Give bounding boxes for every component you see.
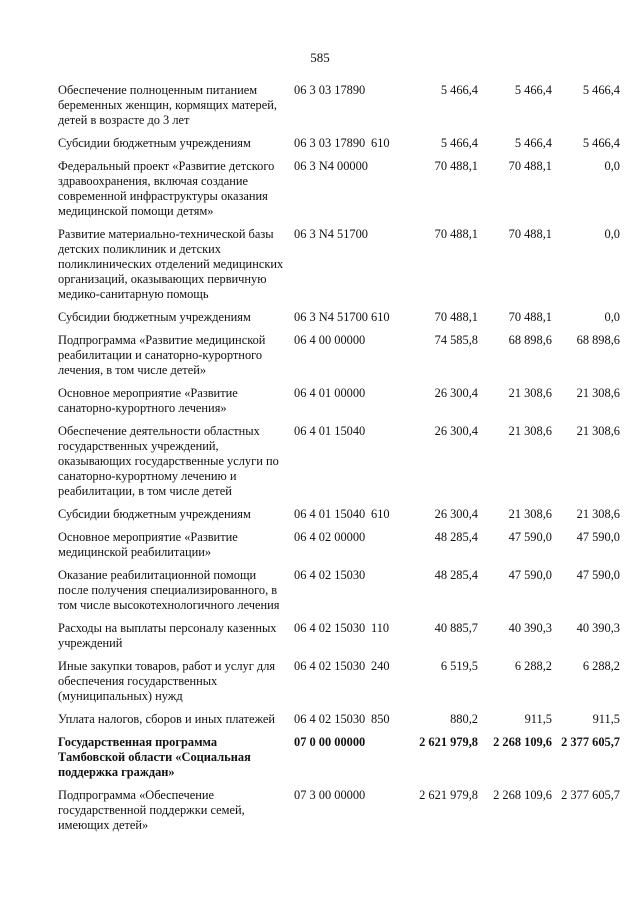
row-value-2: 70 488,1 — [508, 310, 552, 324]
row-value-3: 2 377 605,7 — [561, 735, 620, 749]
row-value-2: 68 898,6 — [508, 333, 552, 347]
row-value-3: 21 308,6 — [576, 507, 620, 521]
row-csr-code: 07 3 00 00000 — [294, 788, 366, 802]
row-csr-code: 06 3 N4 51700 — [294, 227, 368, 241]
table-row — [58, 136, 620, 151]
row-csr-code: 06 4 01 00000 — [294, 386, 366, 400]
row-name: Развитие материально-технической базы детских поликлиник и детских поликлинических отделений медицинских организаций, оказывающих первичную медико-санитарную помощь — [58, 227, 284, 301]
table-row — [58, 386, 620, 416]
table-row — [58, 735, 620, 780]
row-name: Федеральный проект «Развитие детского здравоохранения, включая создание современной инфраструктуры оказания медицинской помощи детям» — [58, 159, 275, 218]
row-name: Иные закупки товаров, работ и услуг для обеспечения государственных (муниципальных) нужд — [58, 659, 276, 703]
row-value-1: 2 621 979,8 — [419, 788, 478, 802]
row-csr-code: 06 4 02 00000 — [294, 530, 366, 544]
row-name: Уплата налогов, сборов и иных платежей — [58, 712, 276, 726]
table-row — [58, 712, 620, 727]
row-value-3: 6 288,2 — [582, 659, 620, 673]
row-value-3: 47 590,0 — [576, 568, 620, 582]
row-value-3: 0,0 — [604, 227, 620, 241]
table-row — [58, 568, 620, 613]
row-csr-code: 06 3 03 17890 — [294, 136, 366, 150]
row-value-1: 880,2 — [450, 712, 478, 726]
row-csr-code: 06 3 03 17890 — [294, 83, 366, 97]
row-code — [286, 83, 400, 98]
row-csr-code: 06 4 01 15040 — [294, 424, 366, 438]
row-csr-code: 06 3 N4 00000 — [294, 159, 368, 173]
row-value-2: 21 308,6 — [508, 507, 552, 521]
row-value-1: 26 300,4 — [434, 386, 478, 400]
row-name: Государственная программа Тамбовской области «Социальная поддержка граждан» — [58, 735, 251, 779]
table-row — [58, 507, 620, 522]
row-value-2: 5 466,4 — [514, 83, 552, 97]
row-vr-code: 110 — [371, 621, 390, 635]
row-value-2: 70 488,1 — [508, 227, 552, 241]
budget-table — [58, 83, 620, 841]
row-csr-code: 06 4 02 15030 — [294, 621, 366, 635]
row-value-1: 74 585,8 — [434, 333, 478, 347]
row-value-1: 70 488,1 — [434, 227, 478, 241]
table-row — [58, 659, 620, 704]
row-name: Расходы на выплаты персоналу казенных учреждений — [58, 621, 277, 650]
table-row — [58, 333, 620, 378]
table-row — [58, 788, 620, 833]
table-row — [58, 83, 620, 128]
row-code — [286, 659, 400, 674]
row-code — [286, 136, 400, 151]
row-code — [286, 310, 400, 325]
row-csr-code: 06 4 02 15030 — [294, 712, 366, 726]
table-row — [58, 227, 620, 302]
row-value-2: 5 466,4 — [514, 136, 552, 150]
row-value-3: 40 390,3 — [576, 621, 620, 635]
row-code — [286, 621, 400, 636]
row-value-3: 0,0 — [604, 310, 620, 324]
row-value-3: 2 377 605,7 — [561, 788, 620, 802]
row-value-3: 21 308,6 — [576, 424, 620, 438]
row-csr-code: 06 4 00 00000 — [294, 333, 366, 347]
row-value-2: 21 308,6 — [508, 386, 552, 400]
row-code — [286, 424, 400, 439]
row-value-1: 2 621 979,8 — [419, 735, 478, 749]
row-vr-code: 610 — [371, 310, 390, 324]
row-value-1: 5 466,4 — [440, 83, 478, 97]
row-value-3: 68 898,6 — [576, 333, 620, 347]
row-name: Подпрограмма «Обеспечение государственной поддержки семей, имеющих детей» — [58, 788, 245, 832]
row-name: Субсидии бюджетным учреждениям — [58, 310, 251, 324]
row-value-3: 47 590,0 — [576, 530, 620, 544]
row-name: Подпрограмма «Развитие медицинской реабилитации и санаторно-курортного лечения, в том числе детей» — [58, 333, 266, 377]
row-value-2: 40 390,3 — [508, 621, 552, 635]
row-value-2: 47 590,0 — [508, 568, 552, 582]
row-code — [286, 507, 400, 522]
row-name: Субсидии бюджетным учреждениям — [58, 507, 251, 521]
row-vr-code: 240 — [371, 659, 390, 673]
row-name: Основное мероприятие «Развитие санаторно-курортного лечения» — [58, 386, 238, 415]
row-value-1: 26 300,4 — [434, 424, 478, 438]
row-name: Обеспечение полноценным питанием беременных женщин, кормящих матерей, детей в возрасте до 3 лет — [58, 83, 277, 127]
row-value-1: 40 885,7 — [434, 621, 478, 635]
page-number: 585 — [310, 50, 330, 65]
row-value-3: 21 308,6 — [576, 386, 620, 400]
row-code — [286, 788, 400, 803]
row-csr-code: 06 4 02 15030 — [294, 568, 366, 582]
row-name: Субсидии бюджетным учреждениям — [58, 136, 251, 150]
row-value-2: 2 268 109,6 — [493, 735, 552, 749]
row-code — [286, 568, 400, 583]
table-row — [58, 424, 620, 499]
row-code — [286, 386, 400, 401]
row-value-3: 5 466,4 — [582, 136, 620, 150]
row-value-1: 26 300,4 — [434, 507, 478, 521]
row-csr-code: 06 3 N4 51700 — [294, 310, 368, 324]
row-value-1: 5 466,4 — [440, 136, 478, 150]
row-vr-code: 610 — [371, 136, 390, 150]
row-code — [286, 333, 400, 348]
table-row — [58, 530, 620, 560]
row-value-3: 5 466,4 — [582, 83, 620, 97]
row-name: Основное мероприятие «Развитие медицинской реабилитации» — [58, 530, 238, 559]
table-row — [58, 310, 620, 325]
row-code — [286, 227, 400, 242]
row-value-2: 21 308,6 — [508, 424, 552, 438]
row-vr-code: 850 — [371, 712, 390, 726]
row-value-3: 911,5 — [592, 712, 620, 726]
row-csr-code: 06 4 01 15040 — [294, 507, 366, 521]
row-value-3: 0,0 — [604, 159, 620, 173]
row-value-1: 70 488,1 — [434, 159, 478, 173]
row-value-1: 70 488,1 — [434, 310, 478, 324]
row-value-2: 70 488,1 — [508, 159, 552, 173]
table-row — [58, 621, 620, 651]
row-name: Оказание реабилитационной помощи после получения специализированного, в том числе высокотехнологичного лечения — [58, 568, 280, 612]
row-vr-code: 610 — [371, 507, 390, 521]
row-code — [286, 530, 400, 545]
row-csr-code: 06 4 02 15030 — [294, 659, 366, 673]
row-code — [286, 159, 400, 174]
row-code — [286, 735, 400, 750]
row-value-2: 47 590,0 — [508, 530, 552, 544]
row-code — [286, 712, 400, 727]
row-csr-code: 07 0 00 00000 — [294, 735, 366, 749]
row-value-2: 6 288,2 — [514, 659, 552, 673]
row-value-1: 6 519,5 — [440, 659, 478, 673]
row-value-2: 2 268 109,6 — [493, 788, 552, 802]
row-value-2: 911,5 — [524, 712, 552, 726]
table-row — [58, 159, 620, 219]
row-value-1: 48 285,4 — [434, 530, 478, 544]
row-value-1: 48 285,4 — [434, 568, 478, 582]
row-name: Обеспечение деятельности областных государственных учреждений, оказывающих государственные услуги по санаторно-курортному лечению и реабилитации, в том числе детей — [58, 424, 279, 498]
